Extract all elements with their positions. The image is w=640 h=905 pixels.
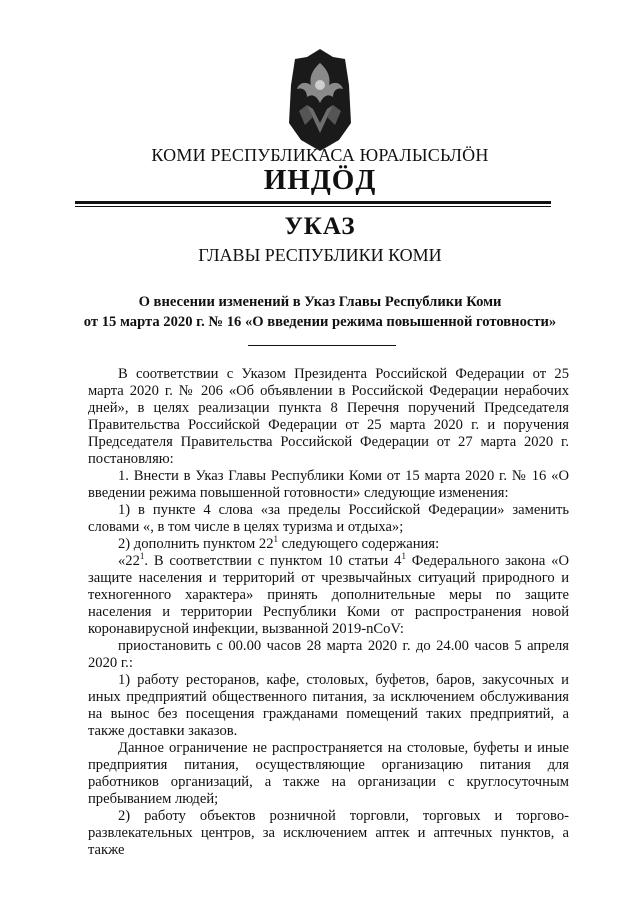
- about-divider: [248, 345, 396, 346]
- issuer-name-komi: КОМИ РЕСПУБЛИКАСА ЮРАЛЫСЬЛӦН: [151, 145, 489, 165]
- paragraph-retail: 2) работу объектов розничной торговли, торговых и торгово-развлекательных центров, за исключением аптек и аптечных пунктов, а также: [88, 808, 569, 858]
- paragraph-clause-22-1: «$22^1$. В соответствии с пунктом 10 статьи $4^1$ Федерального закона «О защите населения и территорий от чрезвычайных ситуаций природного и техногенного характера» принять дополнительные меры по защите населения и территории Республики Коми от распространения новой коронавирусной инфекции, вызванной 2019-nCoV:: [88, 551, 569, 637]
- paragraph-restaurants: 1) работу ресторанов, кафе, столовых, буфетов, баров, закусочных и иных предприятий общественного питания, за исключением обслуживания на вынос без посещения гражданами помещений таких предприятий, а также доставки заказов.: [88, 672, 569, 739]
- header-divider-thin: [75, 206, 551, 207]
- paragraph-exception: Данное ограничение не распространяется на столовые, буфеты и иные предприятия питания, осуществляющие организацию питания для работников организаций, а также на организации с круглосуточным пребыванием людей;: [88, 740, 569, 807]
- header-divider-thick: [75, 201, 551, 204]
- paragraph-suspend: приостановить с 00.00 часов 28 марта 2020 г. до 24.00 часов 5 апреля 2020 г.:: [88, 638, 569, 671]
- paragraph-preamble: В соответствии с Указом Президента Российской Федерации от 25 марта 2020 г. № 206 «Об объявлении в Российской Федерации нерабочих дней», в целях реализации пункта 8 Перечня поручений Председателя Правительства Российской Федерации от 25 марта 2020 г. и поручения Председателя Правительства Российской Федерации от 27 марта 2020 г. постановляю:: [88, 366, 569, 467]
- document-title: УКАЗ: [284, 213, 356, 240]
- document-subtitle: ГЛАВЫ РЕСПУБЛИКИ КОМИ: [198, 245, 442, 265]
- coat-of-arms-emblem: [277, 45, 363, 155]
- about-line-1: О внесении изменений в Указ Главы Республики Коми: [138, 294, 502, 310]
- paragraph-item-1: 1. Внести в Указ Главы Республики Коми от 15 марта 2020 г. № 16 «О введении режима повышенной готовности» следующие изменения:: [88, 468, 569, 501]
- paragraph-subitem-1: 1) в пункте 4 слова «за пределы Российской Федерации» заменить словами «, в том числе в целях туризма и отдыха»;: [88, 502, 569, 535]
- document-type-komi: ИНДӦД: [263, 164, 377, 196]
- document-about: [60, 292, 580, 332]
- paragraph-subitem-2: 2) дополнить пунктом $22^1$ следующего содержания:: [118, 534, 440, 552]
- document-body: [88, 366, 569, 859]
- about-line-2: от 15 марта 2020 г. № 16 «О введении режима повышенной готовности»: [83, 314, 557, 330]
